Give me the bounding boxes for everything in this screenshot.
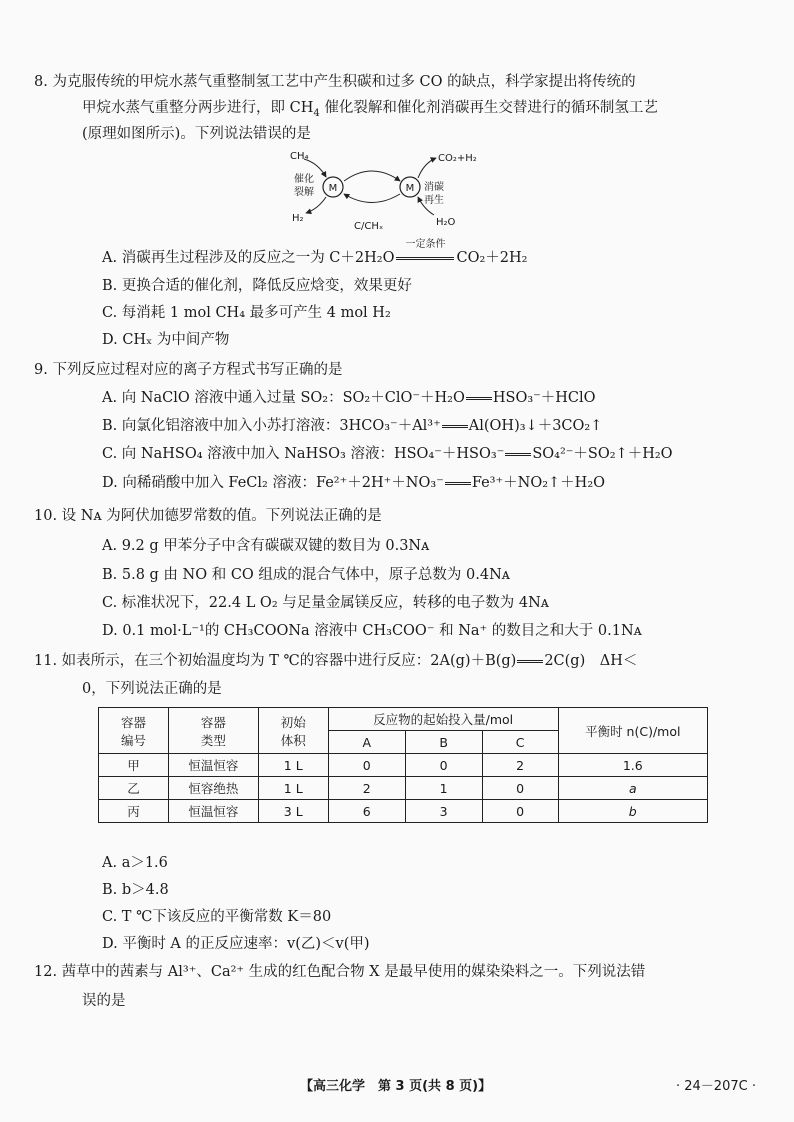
q9-option-a: A. 向 NaClO 溶液中通入过量 SO₂：SO₂＋ClO⁻＋H₂O HSO₃⁻＋HClO (102, 390, 596, 406)
table-row: 甲 恒温恒容 1 L 0 0 2 1.6 (99, 754, 708, 777)
q8-option-c: C. 每消耗 1 mol CH₄ 最多可产生 4 mol H₂ (102, 305, 391, 321)
q10-stem: 10. 设 Nᴀ 为阿伏加德罗常数的值。下列说法正确的是 (34, 508, 382, 524)
table-row: 乙 恒容绝热 1 L 2 1 0 a (99, 777, 708, 800)
page-footer (0, 1075, 794, 1097)
m-right-label: M (405, 183, 415, 194)
header-container-type: 容器 类型 (169, 708, 259, 754)
header-container-id: 容器 编号 (99, 708, 169, 754)
q12-stem-line1: 12. 茜草中的茜素与 Al³⁺、Ca²⁺ 生成的红色配合物 X 是最早使用的媒染染料之一。下列说法错 (34, 964, 646, 980)
decarbon-label-2: 再生 (424, 195, 444, 206)
header-reactants: 反应物的起始投入量/mol (328, 708, 558, 731)
arrow-h2-out (306, 197, 326, 213)
q11-option-c: C. T ℃下该反应的平衡常数 K＝80 (102, 909, 332, 925)
q10-option-c: C. 标准状况下，22.4 L O₂ 与足量金属镁反应，转移的电子数为 4Nᴀ (102, 595, 549, 611)
catalysis-label-2: 裂解 (294, 187, 314, 198)
table-row: 丙 恒温恒容 3 L 6 3 0 b (99, 800, 708, 823)
header-c: C (482, 731, 558, 754)
header-equilibrium-nc: 平衡时 n(C)/mol (558, 708, 707, 754)
q9-option-b: B. 向氯化铝溶液中加入小苏打溶液：3HCO₃⁻＋Al³⁺ Al(OH)₃↓＋3CO₂↑ (102, 418, 603, 434)
q11-option-b: B. b＞4.8 (102, 882, 169, 898)
q9-option-d: D. 向稀硝酸中加入 FeCl₂ 溶液：Fe²⁺＋2H⁺＋NO₃⁻ Fe³⁺＋NO₂↑＋H₂O (102, 475, 606, 491)
q8-option-d: D. CHₓ 为中间产物 (102, 332, 230, 348)
footer-code: · 24－207C · (676, 1079, 756, 1094)
q9-option-c: C. 向 NaHSO₄ 溶液中加入 NaHSO₃ 溶液：HSO₄⁻＋HSO₃⁻ SO₄²⁻＋SO₂↑＋H₂O (102, 446, 673, 462)
q9-stem: 9. 下列反应过程对应的离子方程式书写正确的是 (34, 362, 343, 378)
arrow-bottom-cycle (344, 194, 400, 203)
q10-option-d: D. 0.1 mol·L⁻¹的 CH₃COONa 溶液中 CH₃COO⁻ 和 Na⁺ 的数目之和大于 0.1Nᴀ (102, 623, 642, 639)
q10-option-b: B. 5.8 g 由 NO 和 CO 组成的混合气体中，原子总数为 0.4Nᴀ (102, 567, 510, 583)
ch4-label: CH₄ (290, 151, 309, 162)
q12-stem-line2: 误的是 (82, 993, 126, 1009)
m-left-label: M (328, 183, 338, 194)
h2-label: H₂ (292, 213, 304, 224)
q8-stem-line1: 8. 为克服传统的甲烷水蒸气重整制氢工艺中产生积碳和过多 CO 的缺点，科学家提出将传统的 (34, 74, 636, 90)
arrow-top-cycle (344, 171, 400, 181)
q11-stem-line1: 11. 如表所示，在三个初始温度均为 T ℃的容器中进行反应：2A(g)＋B(g) 2C(g) ΔH＜ (34, 653, 638, 669)
catalysis-label-1: 催化 (294, 174, 314, 185)
q8-stem-line2: 甲烷水蒸气重整分两步进行，即 $CH_4$ 催化裂解和催化剂消碳再生交替进行的循环制氢工艺 (82, 100, 658, 119)
q11-option-a: A. a＞1.6 (102, 855, 168, 871)
c-chx-label: C/CHₓ (354, 221, 384, 230)
catalytic-cycle-diagram (288, 145, 498, 230)
header-initial-volume: 初始 体积 (258, 708, 328, 754)
q11-option-d: D. 平衡时 A 的正反应速率：v(乙)＜v(甲) (102, 936, 370, 952)
h2o-label: H₂O (436, 217, 456, 228)
arrow-co2h2-out (418, 158, 436, 178)
footer-page-info: 【高三化学 第 3 页(共 8 页)】 (300, 1079, 492, 1094)
q8-stem-line3: (原理如图所示)。下列说法错误的是 (82, 126, 311, 142)
decarbon-label-1: 消碳 (424, 182, 444, 193)
q10-option-a: A. 9.2 g 甲苯分子中含有碳碳双键的数目为 0.3Nᴀ (102, 538, 430, 554)
equilibrium-table (98, 707, 708, 823)
co2-h2-label: CO₂+H₂ (438, 153, 477, 164)
q8-option-a: A. 消碳再生过程涉及的反应之一为 C＋2H₂O 一定条件 CO₂＋2H₂ (102, 239, 528, 266)
q8-option-b: B. 更换合适的催化剂，降低反应焓变，效果更好 (102, 278, 412, 294)
header-a: A (328, 731, 405, 754)
header-b: B (405, 731, 482, 754)
reaction-condition: 一定条件 (405, 239, 446, 250)
q11-stem-line2: 0，下列说法正确的是 (82, 681, 222, 697)
